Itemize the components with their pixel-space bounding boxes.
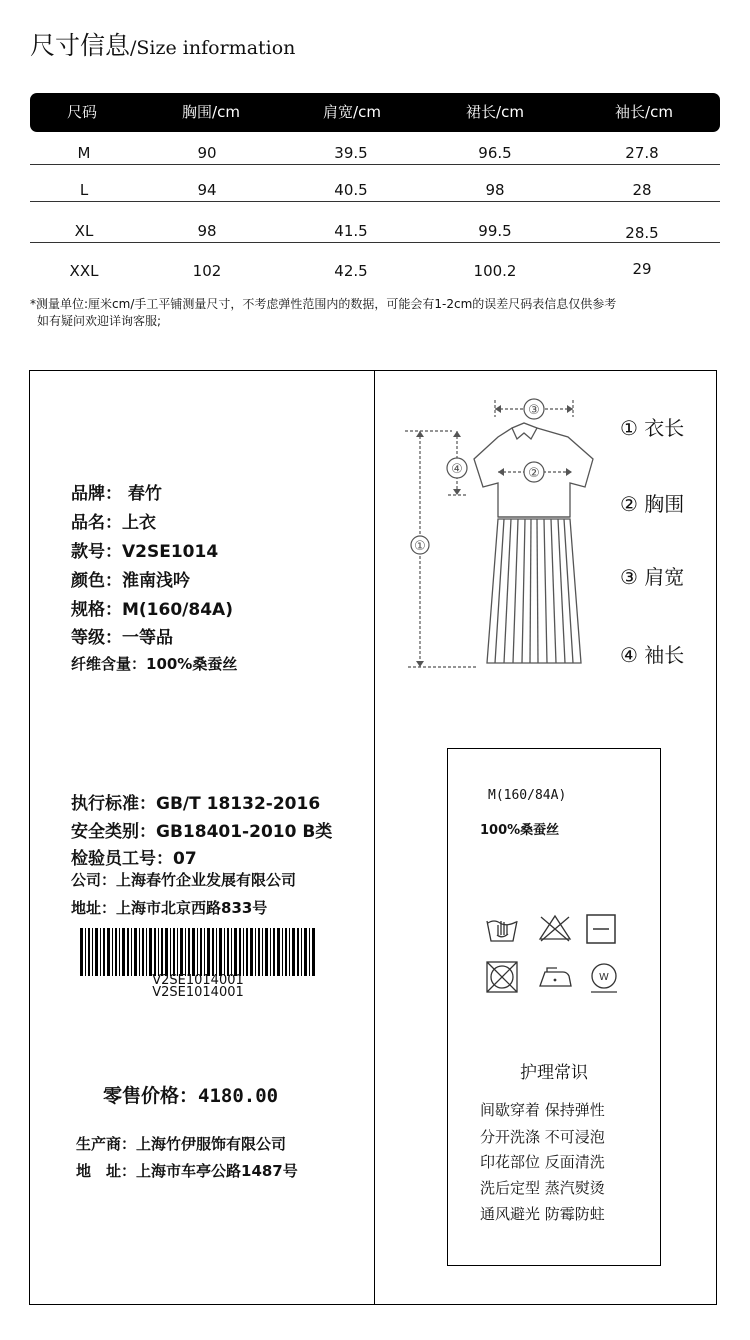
svg-text:W: W — [599, 972, 609, 983]
retail-price — [103, 1081, 278, 1108]
barcode — [80, 928, 316, 976]
cell-size: L — [79, 181, 89, 199]
care-instruction: 间歇穿着 保持弹性 — [480, 1101, 605, 1119]
price-value: 4180.00 — [198, 1085, 279, 1107]
header-size: 尺码 — [66, 103, 98, 121]
care-instruction: 洗后定型 蒸汽熨烫 — [480, 1179, 605, 1197]
legend-chest: ② 胸围 — [620, 492, 685, 516]
barcode-number-duplicate: V2SE1014001 — [152, 985, 244, 1000]
cell-size: M — [77, 144, 91, 162]
marker-chest: ② — [528, 466, 540, 481]
cell-length: 96.5 — [478, 144, 512, 162]
row-divider — [30, 201, 720, 202]
hand-wash-icon — [485, 913, 519, 943]
title-cn: 尺寸信息 — [30, 31, 131, 60]
label-color: 颜色：淮南浅吟 — [71, 571, 190, 591]
table-row — [30, 203, 720, 243]
label-address: 地址：上海市北京西路833号 — [71, 899, 268, 917]
table-row — [30, 243, 720, 283]
cell-length: 100.2 — [473, 262, 517, 280]
header-length: 裙长/cm — [466, 103, 524, 121]
no-bleach-icon — [537, 913, 573, 943]
note-line-2: 如有疑问欢迎详询客服; — [37, 314, 162, 328]
cell-size: XXL — [69, 262, 99, 280]
label-producer: 生产商：上海竹伊服饰有限公司 — [76, 1135, 287, 1153]
marker-shoulder: ③ — [528, 403, 540, 418]
marker-sleeve: ④ — [451, 462, 463, 477]
label-fiber: 纤维含量：100%桑蚕丝 — [71, 655, 238, 673]
marker-length: ① — [414, 539, 426, 554]
care-fiber: 100%桑蚕丝 — [480, 823, 560, 838]
measurement-note — [30, 296, 616, 330]
price-label: 零售价格： — [103, 1085, 199, 1107]
cell-shoulder: 42.5 — [334, 262, 368, 280]
cell-shoulder: 41.5 — [334, 222, 368, 240]
header-sleeve: 袖长/cm — [615, 103, 673, 121]
label-standard: 执行标准：GB/T 18132-2016 — [71, 794, 321, 814]
cell-chest: 94 — [197, 181, 217, 199]
cell-shoulder: 39.5 — [334, 144, 368, 162]
cell-shoulder: 40.5 — [334, 181, 368, 199]
label-style-no: 款号：V2SE1014 — [71, 542, 219, 562]
cell-size: XL — [74, 222, 94, 240]
wet-clean-icon — [589, 962, 619, 994]
barcode-number: V2SE1014001 — [152, 973, 244, 988]
header-shoulder: 肩宽/cm — [323, 103, 381, 121]
label-inspector: 检验员工号：07 — [71, 849, 197, 869]
header-chest: 胸围/cm — [182, 103, 240, 121]
legend-length: ① 衣长 — [620, 416, 685, 440]
legend-sleeve: ④ 袖长 — [620, 643, 685, 667]
label-spec: 规格：M(160/84A) — [71, 600, 233, 620]
care-instruction: 分开洗涤 不可浸泡 — [480, 1128, 605, 1146]
iron-low-icon — [537, 964, 573, 990]
page-title — [30, 26, 295, 62]
card-divider — [374, 370, 375, 1305]
care-title: 护理常识 — [520, 1063, 588, 1083]
cell-length: 99.5 — [478, 222, 512, 240]
label-grade: 等级：一等品 — [71, 628, 173, 648]
care-spec: M(160/84A) — [488, 788, 567, 803]
care-instruction: 通风避光 防霉防蛀 — [480, 1205, 605, 1223]
legend-shoulder: ③ 肩宽 — [620, 565, 685, 589]
dress-measurement-diagram — [400, 395, 600, 680]
title-en: /Size information — [130, 37, 296, 59]
label-safety: 安全类别：GB18401-2010 B类 — [71, 822, 333, 842]
label-brand: 品牌： 春竹 — [71, 484, 162, 504]
care-instruction: 印花部位 反面清洗 — [480, 1153, 605, 1171]
cell-sleeve: 29 — [632, 260, 652, 278]
label-company: 公司：上海春竹企业发展有限公司 — [71, 871, 297, 889]
no-tumble-dry-icon — [485, 960, 519, 994]
cell-sleeve: 28.5 — [625, 224, 659, 242]
cell-sleeve: 28 — [632, 181, 652, 199]
cell-chest: 102 — [192, 262, 222, 280]
table-row — [30, 162, 720, 202]
label-product-name: 品名：上衣 — [71, 513, 156, 533]
cell-length: 98 — [485, 181, 505, 199]
table-row — [30, 125, 720, 165]
cell-chest: 90 — [197, 144, 217, 162]
label-producer-address: 地 址：上海市车亭公路1487号 — [76, 1162, 298, 1180]
dry-flat-icon — [585, 913, 617, 945]
note-line-1: *测量单位:厘米cm/手工平铺测量尺寸，不考虑弹性范围内的数据，可能会有1-2cm的误差尺码表信息仅供参考 — [30, 297, 617, 311]
cell-chest: 98 — [197, 222, 217, 240]
cell-sleeve: 27.8 — [625, 144, 659, 162]
